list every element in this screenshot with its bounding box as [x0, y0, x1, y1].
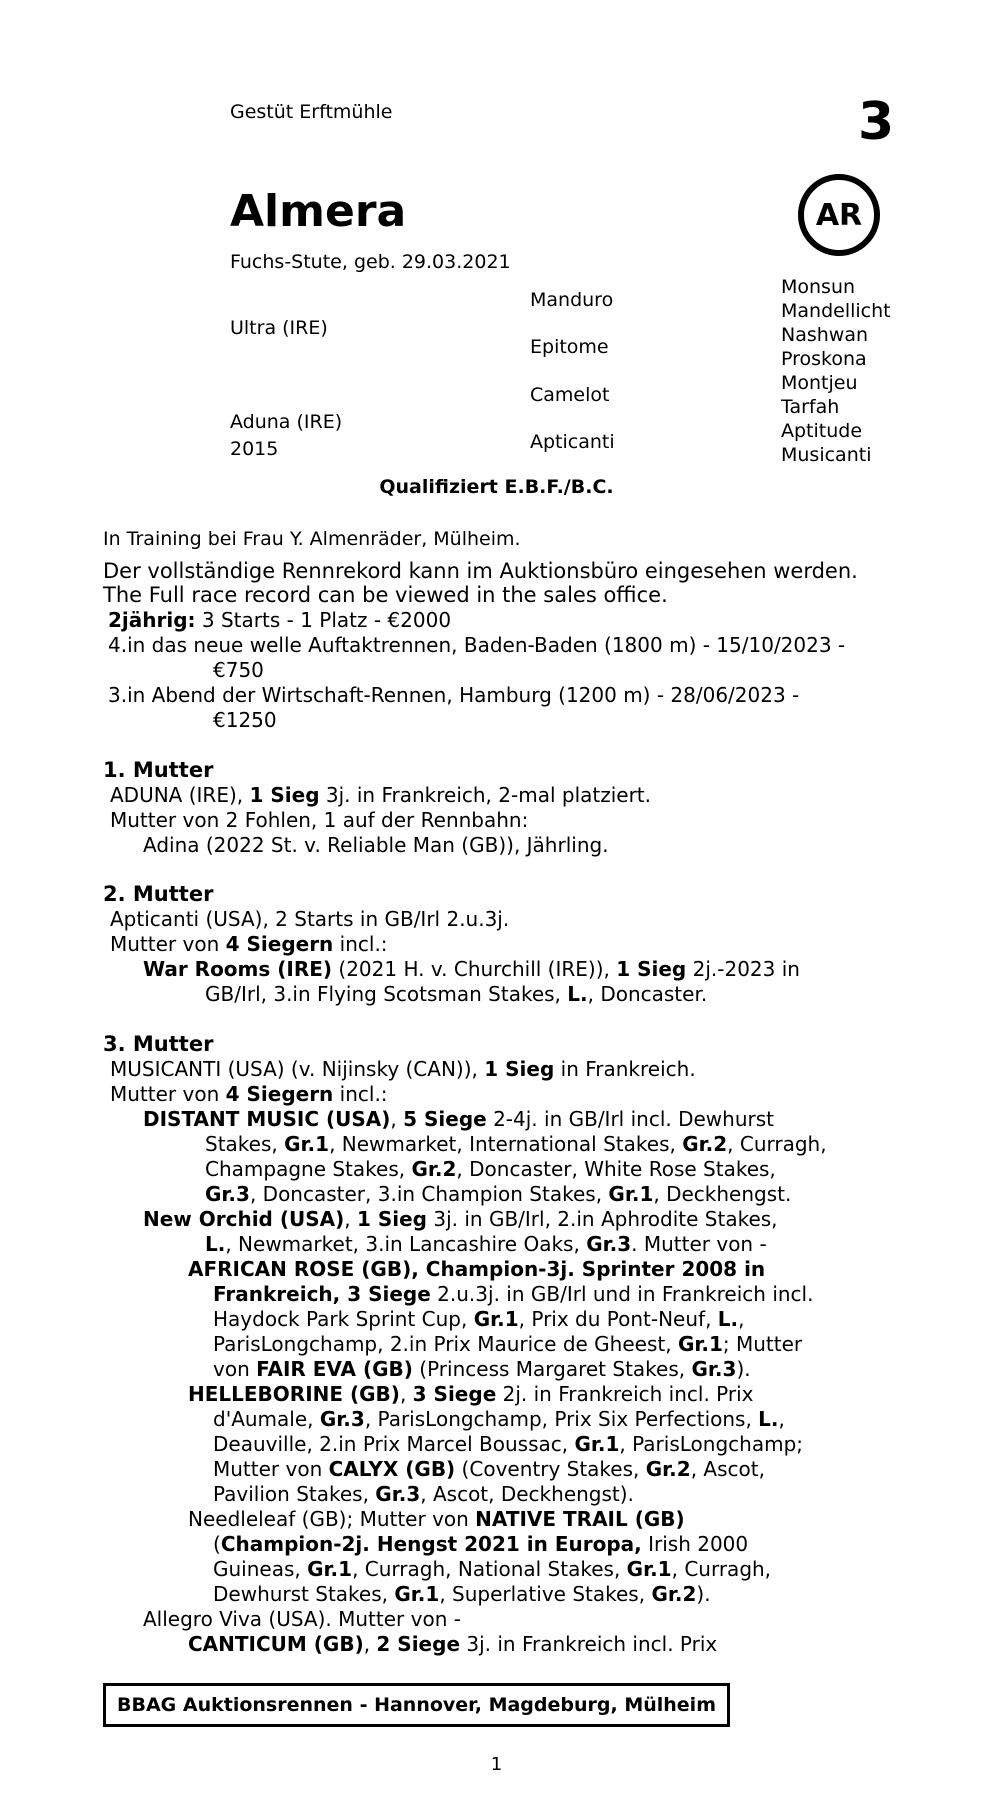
needleleaf-line-2: [213, 1532, 748, 1557]
stud-name: Gestüt Erftmühle: [230, 101, 393, 123]
text: , Curragh,: [727, 1132, 827, 1156]
needleleaf-line-4: [213, 1582, 711, 1607]
race-entry-2-prize: €1250: [213, 708, 277, 732]
text: ADUNA (IRE),: [110, 783, 250, 807]
war-rooms-line: [143, 957, 800, 982]
text: ,: [399, 1382, 413, 1406]
african-rose-line-5: [213, 1357, 751, 1382]
grade: Gr.3: [205, 1182, 250, 1206]
needleleaf-line-3: [213, 1557, 771, 1582]
text: Pavilion Stakes,: [213, 1482, 376, 1506]
horse-name: New Orchid (USA): [143, 1207, 345, 1231]
pedigree-dam-year: 2015: [230, 438, 279, 460]
text: Stakes,: [205, 1132, 285, 1156]
text: MUSICANTI (USA) (v. Nijinsky (CAN)),: [110, 1057, 485, 1081]
text: Dewhurst Stakes,: [213, 1582, 395, 1606]
distant-music-line-4: [205, 1182, 791, 1207]
text: GB/Irl, 3.in Flying Scotsman Stakes,: [205, 982, 568, 1006]
grade: Gr.2: [682, 1132, 728, 1156]
lot-number: 3: [858, 92, 895, 152]
text: 2.u.3j. in GB/Irl und in Frankreich incl.: [430, 1282, 814, 1306]
african-rose-line-3: [213, 1307, 744, 1332]
allegro-viva-line: Allegro Viva (USA). Mutter von -: [143, 1607, 461, 1631]
mutter-1-offspring-count: Mutter von 2 Fohlen, 1 auf der Rennbahn:: [110, 808, 529, 832]
text: ).: [696, 1582, 711, 1606]
grade: Gr.1: [307, 1557, 353, 1581]
pedigree-ggp: Proskona: [781, 348, 867, 370]
wins: 3 Siege: [412, 1382, 497, 1406]
distant-music-line-3: [205, 1157, 776, 1182]
text: , Ascot, Deckhengst).: [420, 1482, 634, 1506]
grade: L.: [205, 1232, 226, 1256]
wins: 1 Sieg: [484, 1057, 555, 1081]
grade: Gr.1: [608, 1182, 654, 1206]
race-entry-1-prize: €750: [213, 658, 264, 682]
mutter-1-heading: 1. Mutter: [103, 758, 214, 782]
text: ,: [363, 1632, 377, 1656]
qualification: Qualifiziert E.B.F./B.C.: [379, 476, 614, 498]
text: 2j.-2023 in: [686, 957, 800, 981]
pedigree-dam-sire: Camelot: [530, 384, 610, 406]
horse-name: FAIR EVA (GB): [256, 1357, 413, 1381]
text: ,: [778, 1407, 785, 1431]
text: 2-4j. in GB/Irl incl. Dewhurst: [486, 1107, 774, 1131]
new-orchid-line-2: [205, 1232, 767, 1257]
horse-name: CALYX (GB): [328, 1457, 456, 1481]
text: incl.:: [333, 1082, 388, 1106]
grade: Gr.3: [691, 1357, 737, 1381]
mutter-1-offspring: Adina (2022 St. v. Reliable Man (GB)), Jährling.: [143, 833, 609, 857]
text: ; Mutter: [722, 1332, 803, 1356]
text: incl.:: [333, 932, 388, 956]
grade: Gr.2: [645, 1457, 691, 1481]
helleborine-line-1: [188, 1382, 754, 1407]
grade: Gr.3: [319, 1407, 365, 1431]
text: ,: [738, 1307, 745, 1331]
horse-name: HELLEBORINE (GB): [188, 1382, 400, 1406]
pedigree-ggp: Monsun: [781, 276, 856, 298]
ar-badge-icon: AR: [798, 174, 880, 256]
wins: 2 Siege: [376, 1632, 461, 1656]
text: 3j. in Frankreich, 2-mal platziert.: [319, 783, 651, 807]
mutter-1-line: [110, 783, 651, 808]
text: (Princess Margaret Stakes,: [412, 1357, 692, 1381]
grade: L.: [567, 982, 588, 1006]
text: , Newmarket, International Stakes,: [329, 1132, 683, 1156]
grade: Gr.1: [677, 1332, 723, 1356]
text: Champion-2j. Hengst 2021 in Europa,: [220, 1532, 642, 1556]
text: ParisLongchamp, 2.in Prix Maurice de Gheest,: [213, 1332, 678, 1356]
text: Haydock Park Sprint Cup,: [213, 1307, 474, 1331]
canticum-line: [188, 1632, 717, 1657]
pedigree-ggp: Nashwan: [781, 324, 869, 346]
text: , Superlative Stakes,: [439, 1582, 652, 1606]
text: Frankreich, 3 Siege: [213, 1282, 431, 1306]
text: Deauville, 2.in Prix Marcel Boussac,: [213, 1432, 575, 1456]
grade: Gr.3: [375, 1482, 421, 1506]
text: . Mutter von -: [631, 1232, 767, 1256]
text: Needleleaf (GB); Mutter von: [188, 1507, 476, 1531]
horse-name: CANTICUM (GB): [188, 1632, 364, 1656]
text: Mutter von: [110, 1082, 226, 1106]
text: Champagne Stakes,: [205, 1157, 412, 1181]
age-label: 2jährig:: [108, 608, 196, 632]
text: Mutter von: [110, 932, 226, 956]
pedigree-ggp: Aptitude: [781, 420, 863, 442]
pedigree-ggp: Mandellicht: [781, 300, 891, 322]
pedigree-ggp: Montjeu: [781, 372, 858, 394]
african-rose-line-2: [213, 1282, 813, 1307]
text: (Coventry Stakes,: [455, 1457, 646, 1481]
pedigree-dam: Aduna (IRE): [230, 411, 343, 433]
pedigree-sire: Ultra (IRE): [230, 317, 328, 339]
african-rose-line-4: [213, 1332, 802, 1357]
text: (: [213, 1532, 221, 1556]
text: , Curragh,: [671, 1557, 772, 1581]
new-orchid-line-1: [143, 1207, 778, 1232]
grade: Gr.1: [574, 1432, 620, 1456]
pedigree-sire-dam: Epitome: [530, 336, 609, 358]
pedigree-sire-sire: Manduro: [530, 289, 614, 311]
horse-name: DISTANT MUSIC (USA): [143, 1107, 391, 1131]
text: , Doncaster.: [587, 982, 708, 1006]
pedigree-ggp: Tarfah: [781, 396, 840, 418]
wins: 1 Sieg: [356, 1207, 427, 1231]
needleleaf-line-1: [188, 1507, 685, 1532]
grade: L.: [758, 1407, 779, 1431]
text: , Deckhengst.: [653, 1182, 792, 1206]
text: , ParisLongchamp;: [619, 1432, 803, 1456]
wins: 1 Sieg: [249, 783, 320, 807]
winners-count: 4 Siegern: [225, 932, 334, 956]
horse-description: Fuchs-Stute, geb. 29.03.2021: [230, 251, 511, 273]
helleborine-line-5: [213, 1482, 634, 1507]
text: (2021 H. v. Churchill (IRE)),: [332, 957, 617, 981]
auction-race-box: BBAG Auktionsrennen - Hannover, Magdeburg, Mülheim: [103, 1683, 730, 1727]
text: Guineas,: [213, 1557, 308, 1581]
distant-music-line-1: [143, 1107, 774, 1132]
text: , Doncaster, 3.in Champion Stakes,: [249, 1182, 609, 1206]
helleborine-line-4: [213, 1457, 765, 1482]
text: d'Aumale,: [213, 1407, 320, 1431]
grade: Gr.1: [394, 1582, 440, 1606]
african-rose-line-1: AFRICAN ROSE (GB), Champion-3j. Sprinter 2008 in: [188, 1257, 766, 1281]
grade: Gr.2: [411, 1157, 457, 1181]
grade: L.: [717, 1307, 739, 1331]
horse-name: NATIVE TRAIL (GB): [475, 1507, 685, 1531]
text: , Ascot,: [690, 1457, 765, 1481]
winners-count: 4 Siegern: [225, 1082, 334, 1106]
pedigree-ggp: Musicanti: [781, 444, 872, 466]
text: 3j. in GB/Irl, 2.in Aphrodite Stakes,: [427, 1207, 778, 1231]
age-summary: 3 Starts - 1 Platz - €2000: [195, 608, 452, 632]
grade: Gr.3: [586, 1232, 632, 1256]
mutter-2-winners: [110, 932, 388, 957]
wins: 1 Sieg: [616, 957, 687, 981]
race-record-de: Der vollständige Rennrekord kann im Auktionsbüro eingesehen werden.: [103, 559, 858, 583]
text: Mutter von: [213, 1457, 329, 1481]
mutter-2-line: Apticanti (USA), 2 Starts in GB/Irl 2.u.3j.: [110, 907, 510, 931]
text: , Prix du Pont-Neuf,: [518, 1307, 718, 1331]
text: Irish 2000: [641, 1532, 749, 1556]
race-record-en: The Full race record can be viewed in the sales office.: [103, 583, 668, 607]
text: , Curragh, National Stakes,: [352, 1557, 627, 1581]
text: ).: [736, 1357, 751, 1381]
text: , Newmarket, 3.in Lancashire Oaks,: [225, 1232, 587, 1256]
horse-name: Almera: [230, 186, 407, 237]
text: von: [213, 1357, 257, 1381]
distant-music-line-2: [205, 1132, 827, 1157]
race-summary: [108, 608, 451, 633]
text: ,: [344, 1207, 357, 1231]
helleborine-line-3: [213, 1432, 803, 1457]
mutter-3-line: [110, 1057, 696, 1082]
text: 3j. in Frankreich incl. Prix: [460, 1632, 718, 1656]
training-info: In Training bei Frau Y. Almenräder, Mülheim.: [103, 528, 521, 550]
war-rooms-line-2: [205, 982, 707, 1007]
mutter-3-winners: [110, 1082, 388, 1107]
race-entry-2: 3.in Abend der Wirtschaft-Rennen, Hamburg (1200 m) - 28/06/2023 -: [108, 683, 800, 707]
race-entry-1: 4.in das neue welle Auftaktrennen, Baden-Baden (1800 m) - 15/10/2023 -: [108, 633, 846, 657]
grade: Gr.1: [284, 1132, 330, 1156]
text: in Frankreich.: [554, 1057, 696, 1081]
horse-name: War Rooms (IRE): [143, 957, 333, 981]
text: , Doncaster, White Rose Stakes,: [456, 1157, 776, 1181]
grade: Gr.1: [626, 1557, 672, 1581]
text: 2j. in Frankreich incl. Prix: [496, 1382, 754, 1406]
mutter-3-heading: 3. Mutter: [103, 1032, 214, 1056]
wins: 5 Siege: [403, 1107, 487, 1131]
helleborine-line-2: [213, 1407, 785, 1432]
pedigree-dam-dam: Apticanti: [530, 431, 615, 453]
text: , ParisLongchamp, Prix Six Perfections,: [364, 1407, 759, 1431]
text: ,: [390, 1107, 404, 1131]
mutter-2-heading: 2. Mutter: [103, 882, 214, 906]
grade: Gr.2: [651, 1582, 697, 1606]
grade: Gr.1: [473, 1307, 519, 1331]
page-number: 1: [490, 1754, 503, 1775]
